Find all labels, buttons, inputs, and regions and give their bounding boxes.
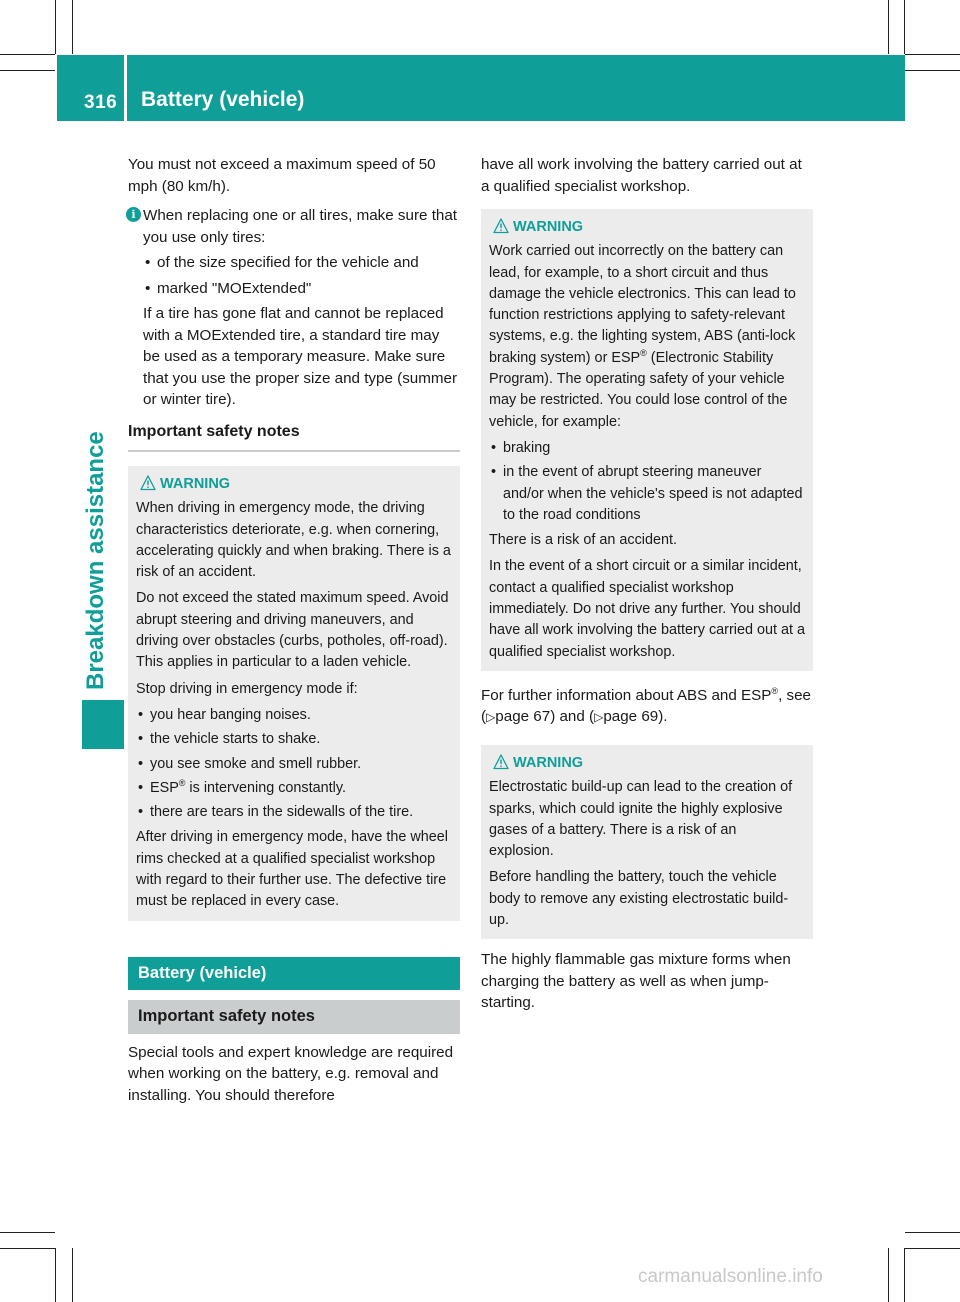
registered-mark: ® [178, 778, 186, 789]
warning-paragraph: Stop driving in emergency mode if: [136, 680, 358, 697]
crop-mark [55, 0, 56, 54]
warning-bullet-list [489, 438, 805, 526]
section-title-bar: Battery (vehicle) [128, 957, 460, 991]
bullet-icon: • [138, 755, 144, 772]
list-item [489, 438, 805, 459]
page-arrow-icon: ▷ [594, 710, 604, 725]
info-text: When replacing one or all tires, make sure that you use only tires: [143, 207, 458, 246]
further-info-paragraph [481, 685, 813, 729]
info-bullet-list [143, 252, 460, 299]
further-info-text: ). [658, 708, 668, 726]
crop-mark [0, 1248, 55, 1249]
intro-paragraph: You must not exceed a maximum speed of 50 mph (80 km/h). [128, 156, 436, 195]
warning-title-text: WARNING [513, 219, 584, 235]
info-icon: i [126, 207, 141, 222]
crop-mark [888, 0, 889, 54]
list-item-text: is intervening constantly. [185, 779, 346, 796]
list-item [136, 729, 452, 750]
list-item [489, 462, 805, 526]
warning-box [128, 466, 460, 921]
crop-mark [0, 54, 55, 55]
page-title: Battery (vehicle) [141, 88, 305, 111]
warning-paragraph: After driving in emergency mode, have the wheel rims checked at a qualified specialist workshop with regard to their further use. The defective tire must be replaced in every case. [136, 829, 448, 910]
crop-mark [905, 1232, 960, 1233]
list-item [143, 278, 460, 300]
page-number: 316 [84, 92, 118, 113]
list-item-text: there are tears in the sidewalls of the tire. [150, 804, 414, 821]
header-divider [124, 55, 127, 121]
warning-paragraph: In the event of a short circuit or a similar incident, contact a qualified specialist workshop immediately. Do not drive any further. You should have all work involving the battery carried out at a qualified specialist workshop. [489, 558, 805, 660]
safety-notes-heading: Important safety notes [128, 421, 460, 453]
side-tab-marker [82, 700, 124, 749]
bullet-icon: • [138, 731, 144, 748]
continued-paragraph: have all work involving the battery carried out at a qualified specialist workshop. [481, 156, 802, 195]
bullet-icon: • [138, 706, 144, 723]
watermark: carmanualsonline.info [638, 1266, 823, 1287]
list-item [143, 252, 460, 274]
crop-mark [0, 1232, 55, 1233]
list-item [136, 705, 452, 726]
list-item-text: you see smoke and smell rubber. [150, 755, 362, 772]
crop-mark [904, 1248, 905, 1302]
subsection-title-bar: Important safety notes [128, 1000, 460, 1034]
warning-paragraph: When driving in emergency mode, the driving characteristics deteriorate, e.g. when cornering, accelerating quickly and when braking. There is a risk of an accident. [136, 500, 451, 581]
left-column [128, 154, 460, 1114]
warning-text: Work carried out incorrectly on the battery can lead, for example, to a short circuit and thus damage the vehicle electronics. This can lead to function restrictions applying to safety-relevant systems, e.g. the lighting system, ABS (anti-lock braking system) or ESP [489, 243, 796, 366]
warning-title-text: WARNING [513, 754, 584, 771]
crop-mark [905, 70, 960, 71]
list-item [136, 802, 452, 823]
bullet-icon: • [145, 279, 151, 297]
warning-bullet-list [136, 705, 452, 823]
warning-box [481, 209, 813, 671]
bullet-icon: • [491, 439, 497, 456]
bullet-icon: • [138, 804, 144, 821]
crop-mark [0, 70, 55, 71]
list-item-text: the vehicle starts to shake. [150, 731, 321, 748]
further-info-text: For further information about ABS and ESP [481, 686, 772, 704]
warning-paragraph: There is a risk of an accident. [489, 532, 677, 549]
warning-box [481, 745, 813, 939]
list-item [136, 754, 452, 775]
crop-mark [72, 1248, 73, 1302]
warning-title [489, 753, 805, 774]
further-info-text: , see ( [481, 686, 811, 726]
warning-paragraph: Do not exceed the stated maximum speed. Avoid abrupt steering and driving maneuvers, and driving over obstacles (curbs, potholes, off-road). This applies in particular to a laden vehicle. [136, 590, 449, 671]
crop-mark [888, 1248, 889, 1302]
warning-title-text: WARNING [160, 476, 231, 492]
bullet-icon: • [138, 779, 144, 796]
info-followup: If a tire has gone flat and cannot be replaced with a MOExtended tire, a standard tire may be used as a temporary measure. Make sure that you use the proper size and type (summer or winter tire). [143, 305, 458, 408]
crop-mark [72, 0, 73, 54]
warning-triangle-icon [140, 475, 156, 491]
body-paragraph: Special tools and expert knowledge are required when working on the battery, e.g. removal and installing. You should therefore [128, 1043, 454, 1104]
warning-triangle-icon [493, 754, 509, 770]
esp-text: ESP [150, 779, 179, 796]
list-item [136, 778, 452, 799]
page-link[interactable]: page 67 [495, 708, 551, 726]
list-item-text: you hear banging noises. [150, 706, 311, 723]
registered-mark: ® [640, 347, 647, 358]
warning-title [489, 217, 805, 238]
list-item-text: braking [503, 439, 551, 456]
warning-triangle-icon [493, 218, 509, 234]
warning-title [136, 474, 452, 495]
info-note [128, 205, 460, 411]
warning-paragraph: Electrostatic build-up can lead to the creation of sparks, which could ignite the highly explosive gases of a battery. There is a risk of an explosion. [489, 779, 793, 860]
bullet-icon: • [145, 254, 151, 271]
right-column [481, 154, 813, 1022]
bullet-icon: • [491, 464, 497, 481]
list-item-text: in the event of abrupt steering maneuver and/or when the vehicle's speed is not adapted to the road conditions [503, 464, 803, 523]
registered-mark: ® [771, 685, 779, 696]
side-tab-label: Breakdown assistance [82, 431, 109, 690]
warning-paragraph [489, 241, 805, 433]
closing-paragraph: The highly flammable gas mixture forms when charging the battery as well as when jump-starting. [481, 951, 791, 1012]
list-item-text: marked "MOExtended" [157, 279, 312, 297]
crop-mark [904, 0, 905, 54]
further-info-text: ) and ( [550, 708, 595, 726]
page-arrow-icon: ▷ [486, 710, 496, 725]
list-item-text: of the size specified for the vehicle and [157, 254, 419, 271]
crop-mark [905, 54, 960, 55]
warning-paragraph: Before handling the battery, touch the vehicle body to remove any existing electrostatic build-up. [489, 869, 789, 929]
crop-mark [905, 1248, 960, 1249]
page-link[interactable]: page 69 [603, 708, 659, 726]
crop-mark [55, 1248, 56, 1302]
warning-text: (Electronic Stability Program). The operating safety of your vehicle may be restricted. You could lose control of the vehicle, for example: [489, 349, 788, 430]
